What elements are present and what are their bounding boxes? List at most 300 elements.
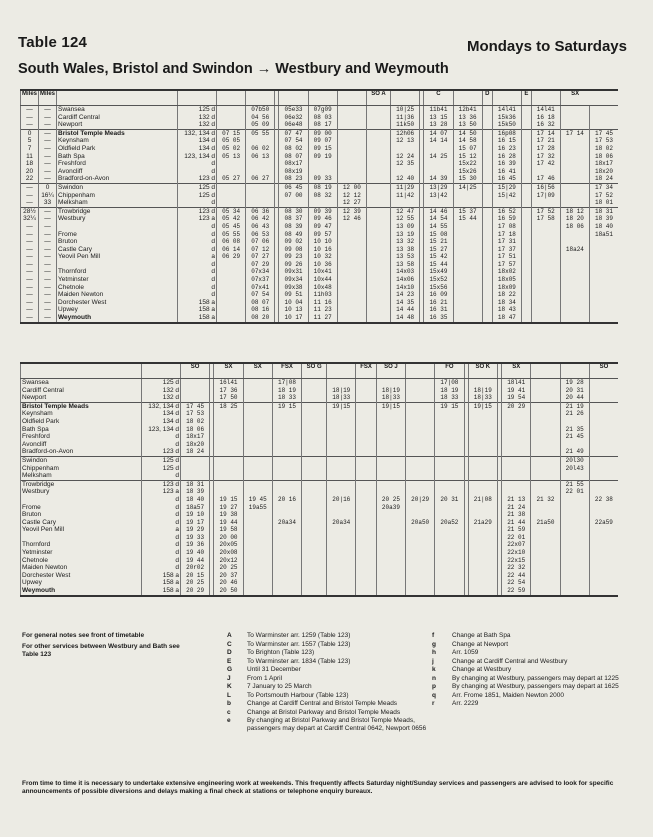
departure-time: [560, 526, 589, 534]
departure-time: 18 39: [181, 488, 210, 496]
footnote-text: Change at Cardiff Central and Westbury: [452, 657, 568, 665]
departure-time: [366, 246, 390, 254]
departure-time: [560, 291, 589, 299]
departure-time: [521, 114, 531, 122]
departure-time: [302, 418, 327, 426]
footnote-text: Change at Bristol Parkway and Bristol Temple Meads: [247, 708, 401, 716]
footnote-text: To Warminster arr. 1834 (Table 123): [247, 657, 351, 665]
departure-time: [521, 168, 531, 176]
departure-time: [531, 456, 560, 464]
departure-time: [531, 448, 560, 456]
departure-time: 21 45: [560, 433, 589, 441]
departure-time: 18 25: [214, 402, 243, 410]
departure-time: 20 31: [560, 387, 589, 395]
departure-time: [453, 291, 482, 299]
train-col-code: SX: [214, 363, 243, 379]
departure-time: [337, 175, 366, 183]
departure-time: 19a55: [243, 504, 272, 512]
departure-time: 16 39: [492, 160, 521, 168]
table-row: [21, 175, 619, 183]
departure-time: [435, 504, 464, 512]
departure-time: [337, 231, 366, 239]
departure-time: [356, 488, 376, 496]
departure-time: 22a59: [589, 519, 618, 527]
departure-time: [376, 472, 405, 480]
departure-time: 20a34: [327, 519, 356, 527]
footnote-key: p: [432, 683, 436, 690]
departure-time: [521, 231, 531, 239]
table-row: [21, 402, 619, 410]
departure-time: [560, 496, 589, 504]
departure-time: [217, 291, 246, 299]
departure-time: [327, 564, 356, 572]
departure-time: 05e33: [279, 106, 308, 114]
departure-time: 10 10: [308, 238, 337, 246]
departure-time: [521, 137, 531, 145]
departure-time: 12 24: [391, 153, 420, 161]
departure-time: [589, 114, 618, 122]
departure-time: [376, 379, 405, 387]
departure-time: 09 26: [279, 261, 308, 269]
departure-time: [356, 448, 376, 456]
departure-time: [453, 223, 482, 231]
departure-time: 14 58: [453, 137, 482, 145]
station-name: Castle Cary: [57, 246, 178, 254]
departure-time: 14x10: [391, 284, 420, 292]
departure-time: [366, 145, 390, 153]
departure-time: [356, 387, 376, 395]
departure-time: 20 29: [181, 587, 210, 596]
departure-time: [356, 557, 376, 565]
station-name: Dorchester West: [21, 572, 142, 580]
departure-time: 06 29: [217, 253, 246, 261]
departure-time: [327, 418, 356, 426]
departure-time: [531, 426, 560, 434]
train-col-code: C: [424, 90, 453, 106]
departure-time: 12 55: [391, 215, 420, 223]
departure-time: [531, 402, 560, 410]
departure-time: 22x07: [502, 541, 531, 549]
departure-time: 12 35: [391, 160, 420, 168]
departure-time: [453, 306, 482, 314]
departure-time: [272, 433, 301, 441]
departure-time: [482, 168, 492, 176]
table-row: [21, 207, 619, 215]
departure-time: [308, 160, 337, 168]
mileage: 22: [21, 175, 39, 183]
departure-time: 17 45: [181, 402, 210, 410]
station-name: Upwey: [57, 306, 178, 314]
departure-time: [589, 534, 618, 542]
mileage: —: [21, 183, 39, 191]
departure-time: [468, 564, 497, 572]
departure-time: [560, 587, 589, 596]
departure-time: 22 01: [560, 488, 589, 496]
table-row: [21, 587, 619, 596]
footnote-text: Arr. 2229: [452, 700, 479, 707]
departure-time: [337, 223, 366, 231]
departure-time: [356, 418, 376, 426]
departure-time: [243, 418, 272, 426]
train-col-code: SO G: [302, 363, 327, 379]
timetable-upper: [20, 89, 618, 324]
departure-time: 20|29: [406, 496, 435, 504]
departure-time: [482, 106, 492, 114]
departure-time: 18 34: [492, 299, 521, 307]
departure-time: 17 45: [589, 129, 618, 137]
departure-time: 05 55: [246, 129, 275, 137]
table-reference: d: [178, 284, 217, 292]
departure-time: [302, 402, 327, 410]
departure-time: [302, 496, 327, 504]
station-name: [21, 496, 142, 504]
departure-time: [406, 433, 435, 441]
departure-time: [376, 511, 405, 519]
departure-time: [435, 456, 464, 464]
departure-time: 17 46: [531, 175, 560, 183]
mileage: 18: [21, 160, 39, 168]
table-reference: d: [142, 441, 181, 449]
departure-time: [356, 541, 376, 549]
mileage: —: [39, 106, 57, 114]
departure-time: [327, 441, 356, 449]
departure-time: [521, 253, 531, 261]
departure-time: 18 02: [181, 418, 210, 426]
mileage: —: [39, 215, 57, 223]
departure-time: [272, 564, 301, 572]
departure-time: 11|29: [391, 183, 420, 191]
departure-time: 06 53: [246, 231, 275, 239]
departure-time: 21 49: [560, 448, 589, 456]
departure-time: [492, 199, 521, 207]
departure-time: 15x49: [424, 268, 453, 276]
footnote-key: E: [227, 657, 232, 665]
departure-time: [589, 299, 618, 307]
departure-time: 15 44: [424, 261, 453, 269]
departure-time: [531, 541, 560, 549]
departure-time: [337, 153, 366, 161]
departure-time: 07g09: [308, 106, 337, 114]
mileage: —: [21, 231, 39, 239]
miles-col-header: Miles: [39, 90, 57, 106]
train-col-code: SX: [560, 90, 589, 106]
departure-time: [327, 557, 356, 565]
departure-time: [366, 192, 390, 200]
departure-time: [589, 488, 618, 496]
footnote-text: Change at Westbury: [452, 666, 512, 673]
departure-time: 15x22: [453, 160, 482, 168]
departure-time: 12 46: [337, 215, 366, 223]
station-name: Thornford: [57, 268, 178, 276]
mileage: —: [39, 168, 57, 176]
departure-time: [560, 199, 589, 207]
departure-time: [337, 129, 366, 137]
table-reference: 134 d: [142, 418, 181, 426]
station-name: Trowbridge: [21, 480, 142, 488]
departure-time: [337, 145, 366, 153]
departure-time: [327, 465, 356, 473]
departure-time: [502, 410, 531, 418]
departure-time: 09 51: [279, 291, 308, 299]
departure-time: [302, 433, 327, 441]
departure-time: [243, 387, 272, 395]
station-col-header: [21, 363, 142, 379]
departure-time: [453, 268, 482, 276]
departure-time: 10x44: [308, 276, 337, 284]
departure-time: [217, 268, 246, 276]
table-reference: d: [142, 496, 181, 504]
departure-time: [366, 153, 390, 161]
departure-time: [589, 106, 618, 114]
departure-time: [521, 207, 531, 215]
footnote: [227, 692, 427, 700]
departure-time: [468, 456, 497, 464]
table-row: [21, 480, 619, 488]
departure-time: [521, 291, 531, 299]
departure-time: 19|15: [376, 402, 405, 410]
departure-time: 17 51: [492, 253, 521, 261]
departure-time: [560, 472, 589, 480]
station-name: Bath Spa: [21, 426, 142, 434]
mileage: —: [21, 253, 39, 261]
departure-time: 06e48: [279, 121, 308, 129]
departure-time: 17 52: [589, 192, 618, 200]
departure-time: [302, 511, 327, 519]
station-name: Bradford-on-Avon: [57, 175, 178, 183]
departure-time: [589, 541, 618, 549]
table-reference: 158 a: [178, 306, 217, 314]
departure-time: 21 19: [560, 402, 589, 410]
departure-time: [302, 456, 327, 464]
departure-time: [406, 564, 435, 572]
departure-time: [468, 472, 497, 480]
departure-time: 09 39: [308, 207, 337, 215]
departure-time: 09 57: [308, 231, 337, 239]
departure-time: [482, 160, 492, 168]
mileage: —: [39, 261, 57, 269]
table-row: [21, 129, 619, 137]
table-row: [21, 564, 619, 572]
table-reference: 123 a: [142, 488, 181, 496]
departure-time: [302, 426, 327, 434]
mileage: —: [39, 306, 57, 314]
departure-time: [589, 526, 618, 534]
departure-time: [272, 448, 301, 456]
departure-time: [531, 253, 560, 261]
departure-time: 19 54: [502, 394, 531, 402]
departure-time: [406, 587, 435, 596]
departure-time: 20a39: [376, 504, 405, 512]
departure-time: [589, 291, 618, 299]
departure-time: [435, 433, 464, 441]
departure-time: 08 23: [279, 175, 308, 183]
departure-time: [589, 410, 618, 418]
table-row: [21, 572, 619, 580]
departure-time: [589, 402, 618, 410]
mileage: 7: [21, 145, 39, 153]
departure-time: [468, 504, 497, 512]
departure-time: 18 43: [492, 306, 521, 314]
table-reference: d: [178, 268, 217, 276]
table-row: [21, 448, 619, 456]
departure-time: 13 50: [453, 121, 482, 129]
departure-time: [356, 496, 376, 504]
departure-time: [366, 183, 390, 191]
footnote-text: To Warminster arr. 1259 (Table 123): [247, 632, 351, 639]
departure-time: [406, 426, 435, 434]
departure-time: 22 54: [502, 579, 531, 587]
general-note: For other services between Westbury and Bath see Table 123: [22, 643, 180, 658]
departure-time: 19 29: [181, 526, 210, 534]
departure-time: [482, 246, 492, 254]
departure-time: [272, 549, 301, 557]
station-name: Chippenham: [57, 192, 178, 200]
departure-time: 15k36: [492, 114, 521, 122]
departure-time: 18a57: [181, 504, 210, 512]
departure-time: [366, 291, 390, 299]
departure-time: 16 52: [492, 207, 521, 215]
table-reference: d: [142, 534, 181, 542]
departure-time: 15 07: [453, 145, 482, 153]
departure-time: [272, 441, 301, 449]
table-reference: 132 d: [178, 121, 217, 129]
departure-time: 20l30: [560, 456, 589, 464]
departure-time: [435, 465, 464, 473]
departure-time: [521, 306, 531, 314]
departure-time: [560, 504, 589, 512]
departure-time: 08 49: [279, 231, 308, 239]
departure-time: [356, 480, 376, 488]
table-reference: 132 d: [142, 394, 181, 402]
footnote: [432, 700, 632, 708]
departure-time: [366, 215, 390, 223]
departure-time: [589, 426, 618, 434]
table-reference: 134 d: [178, 137, 217, 145]
departure-time: 08 32: [308, 192, 337, 200]
departure-time: [482, 231, 492, 239]
departure-time: [327, 511, 356, 519]
departure-time: 22 32: [502, 564, 531, 572]
departure-time: 11|36: [391, 114, 420, 122]
departure-time: [589, 480, 618, 488]
departure-time: [453, 261, 482, 269]
table-row: [21, 418, 619, 426]
departure-time: [337, 137, 366, 145]
departure-time: [531, 564, 560, 572]
departure-time: 08 37: [279, 215, 308, 223]
departure-time: 10 13: [279, 306, 308, 314]
footnote: [432, 649, 632, 657]
departure-time: 20 16: [272, 496, 301, 504]
mileage: —: [39, 137, 57, 145]
departure-time: [366, 129, 390, 137]
mileage: —: [39, 314, 57, 323]
departure-time: [435, 418, 464, 426]
footnote: [227, 675, 427, 683]
departure-time: [272, 426, 301, 434]
departure-time: [589, 448, 618, 456]
mileage: —: [39, 129, 57, 137]
departure-time: [406, 387, 435, 395]
table-reference: 132, 134 d: [178, 129, 217, 137]
departure-time: [366, 261, 390, 269]
table-row: [21, 549, 619, 557]
departure-time: 08 07: [246, 299, 275, 307]
departure-time: [366, 253, 390, 261]
footnote-key: G: [227, 666, 233, 673]
departure-time: 14 55: [424, 223, 453, 231]
departure-time: [531, 379, 560, 387]
departure-time: 05 34: [217, 207, 246, 215]
departure-time: [302, 394, 327, 402]
departure-time: 19 27: [214, 504, 243, 512]
departure-time: 09x31: [279, 268, 308, 276]
departure-time: [376, 410, 405, 418]
table-row: [21, 511, 619, 519]
station-name: Bath Spa: [57, 153, 178, 161]
table-row: [21, 441, 619, 449]
departure-time: 12 27: [337, 199, 366, 207]
departure-time: [356, 465, 376, 473]
departure-time: 12 00: [337, 183, 366, 191]
departure-time: [337, 299, 366, 307]
footnote-text: Arr. Frome 1851, Maiden Newton 2000: [452, 691, 565, 699]
departure-time: 15 44: [453, 215, 482, 223]
footnote-text: Change at Cardiff Central and Bristol Temple Meads: [247, 700, 398, 707]
departure-time: 18 40: [589, 223, 618, 231]
departure-time: [560, 261, 589, 269]
departure-time: [376, 456, 405, 464]
departure-time: [327, 426, 356, 434]
departure-time: 19 58: [214, 526, 243, 534]
footnote-key: e: [227, 717, 231, 724]
departure-time: 18|33: [376, 394, 405, 402]
mileage: —: [39, 145, 57, 153]
departure-time: [482, 207, 492, 215]
departure-time: [366, 207, 390, 215]
departure-time: [531, 526, 560, 534]
departure-time: 16 32: [531, 121, 560, 129]
departure-time: [589, 587, 618, 596]
departure-time: [356, 526, 376, 534]
footnote-key: g: [432, 640, 436, 648]
table-reference: d: [142, 433, 181, 441]
departure-time: 18 22: [492, 291, 521, 299]
departure-time: 08x19: [279, 168, 308, 176]
departure-time: 11|42: [391, 192, 420, 200]
departure-time: 06 14: [217, 246, 246, 254]
departure-time: 10x48: [308, 284, 337, 292]
departure-time: [521, 223, 531, 231]
departure-time: [531, 410, 560, 418]
departure-time: [453, 276, 482, 284]
departure-time: [217, 183, 246, 191]
departure-time: [482, 284, 492, 292]
departure-time: [560, 299, 589, 307]
departure-time: 15 27: [424, 246, 453, 254]
train-col-code: SX: [243, 363, 272, 379]
footnote: [227, 683, 427, 691]
departure-time: 07 15: [217, 129, 246, 137]
departure-time: 11 23: [308, 306, 337, 314]
departure-time: [376, 433, 405, 441]
departure-time: [589, 121, 618, 129]
ref-col-header: [178, 90, 217, 106]
departure-time: [435, 426, 464, 434]
departure-time: [366, 276, 390, 284]
departure-time: [327, 549, 356, 557]
departure-time: [406, 394, 435, 402]
